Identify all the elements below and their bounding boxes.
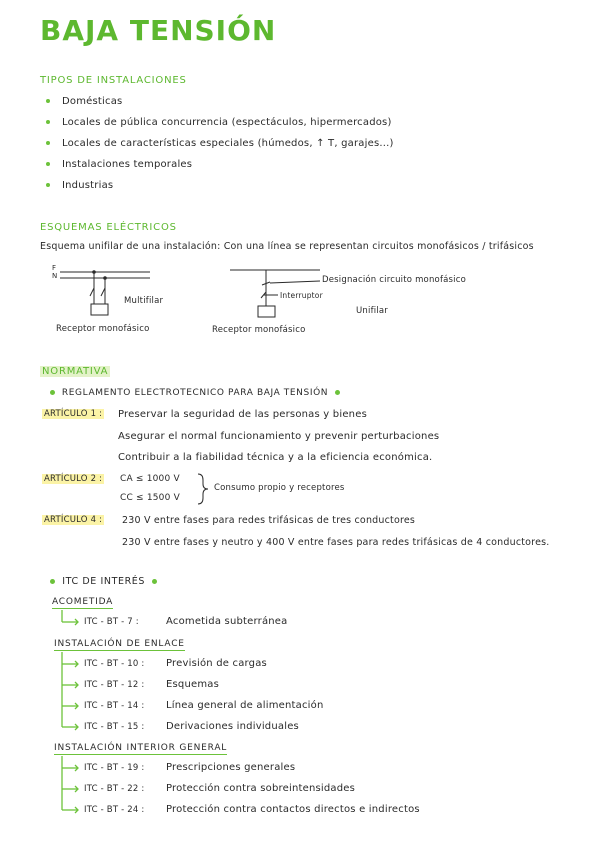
reglamento-heading: REGLAMENTO ELECTROTECNICO PARA BAJA TENSIÓN	[50, 388, 340, 398]
list-item: Instalaciones temporales	[46, 159, 192, 170]
list-item: Domésticas	[46, 96, 122, 107]
label-n: N	[52, 272, 58, 280]
section-heading-esquemas: ESQUEMAS ELÉCTRICOS	[40, 222, 177, 233]
section-heading-tipos: TIPOS DE INSTALACIONES	[40, 75, 187, 86]
list-item: Industrias	[46, 180, 113, 191]
label-receptor-right: Receptor monofásico	[212, 325, 306, 335]
itc-code: ITC - BT - 12 :	[84, 680, 145, 690]
itc-desc: Esquemas	[166, 679, 220, 690]
itc-desc: Protección contra contactos directos e indirectos	[166, 804, 420, 815]
label-designacion: Designación circuito monofásico	[322, 275, 467, 285]
itc-desc: Línea general de alimentación	[166, 700, 324, 711]
itc-desc: Prescripciones generales	[166, 762, 296, 773]
label-interruptor: Interruptor	[280, 291, 323, 300]
label-unifilar: Unifilar	[356, 306, 388, 316]
articulo-1-line: Preservar la seguridad de las personas y bienes	[118, 409, 367, 420]
articulo-4-line: 230 V entre fases y neutro y 400 V entre fases para redes trifásicas de 4 conductores.	[122, 537, 550, 548]
group-instalacion-interior: INSTALACIÓN INTERIOR GENERAL	[54, 743, 228, 753]
label-multifilar: Multifilar	[124, 296, 164, 306]
itc-desc: Protección contra sobreintensidades	[166, 783, 356, 794]
articulo-2-note: Consumo propio y receptores	[214, 483, 345, 493]
label-receptor-left: Receptor monofásico	[56, 324, 150, 334]
list-item: Locales de pública concurrencia (espectáculos, hipermercados)	[46, 117, 392, 128]
esquemas-description: Esquema unifilar de una instalación: Con una línea se representan circuitos monofásicos / trifásicos	[40, 241, 534, 252]
itc-code: ITC - BT - 24 :	[84, 805, 145, 815]
articulo-2-ca: CA ≤ 1000 V	[120, 474, 180, 484]
articulo-1-label: ARTÍCULO 1 :	[44, 409, 103, 419]
label-f: F	[52, 264, 57, 272]
list-item: Locales de características especiales (húmedos, ↑ T, garajes...)	[46, 138, 394, 149]
section-heading-normativa: NORMATIVA	[42, 366, 109, 377]
articulo-4-label: ARTÍCULO 4 :	[44, 515, 103, 525]
articulo-2-label: ARTÍCULO 2 :	[44, 474, 103, 484]
articulo-1-line: Asegurar el normal funcionamiento y prevenir perturbaciones	[118, 431, 440, 442]
itc-code: ITC - BT - 19 :	[84, 763, 145, 773]
itc-desc: Derivaciones individuales	[166, 721, 299, 732]
group-acometida: ACOMETIDA	[52, 597, 114, 607]
itc-desc: Acometida subterránea	[166, 616, 288, 627]
articulo-4-line: 230 V entre fases para redes trifásicas de tres conductores	[122, 515, 416, 526]
itc-code: ITC - BT - 7 :	[84, 617, 139, 627]
itc-code: ITC - BT - 22 :	[84, 784, 145, 794]
itc-heading: ITC DE INTERÉS	[50, 576, 157, 587]
articulo-2-cc: CC ≤ 1500 V	[120, 493, 180, 503]
itc-code: ITC - BT - 15 :	[84, 722, 145, 732]
itc-desc: Previsión de cargas	[166, 658, 267, 669]
page-title: BAJA TENSIÓN	[40, 14, 277, 47]
itc-code: ITC - BT - 14 :	[84, 701, 145, 711]
articulo-1-line: Contribuir a la fiabilidad técnica y a la eficiencia económica.	[118, 452, 433, 463]
group-instalacion-enlace: INSTALACIÓN DE ENLACE	[54, 639, 185, 649]
itc-code: ITC - BT - 10 :	[84, 659, 145, 669]
